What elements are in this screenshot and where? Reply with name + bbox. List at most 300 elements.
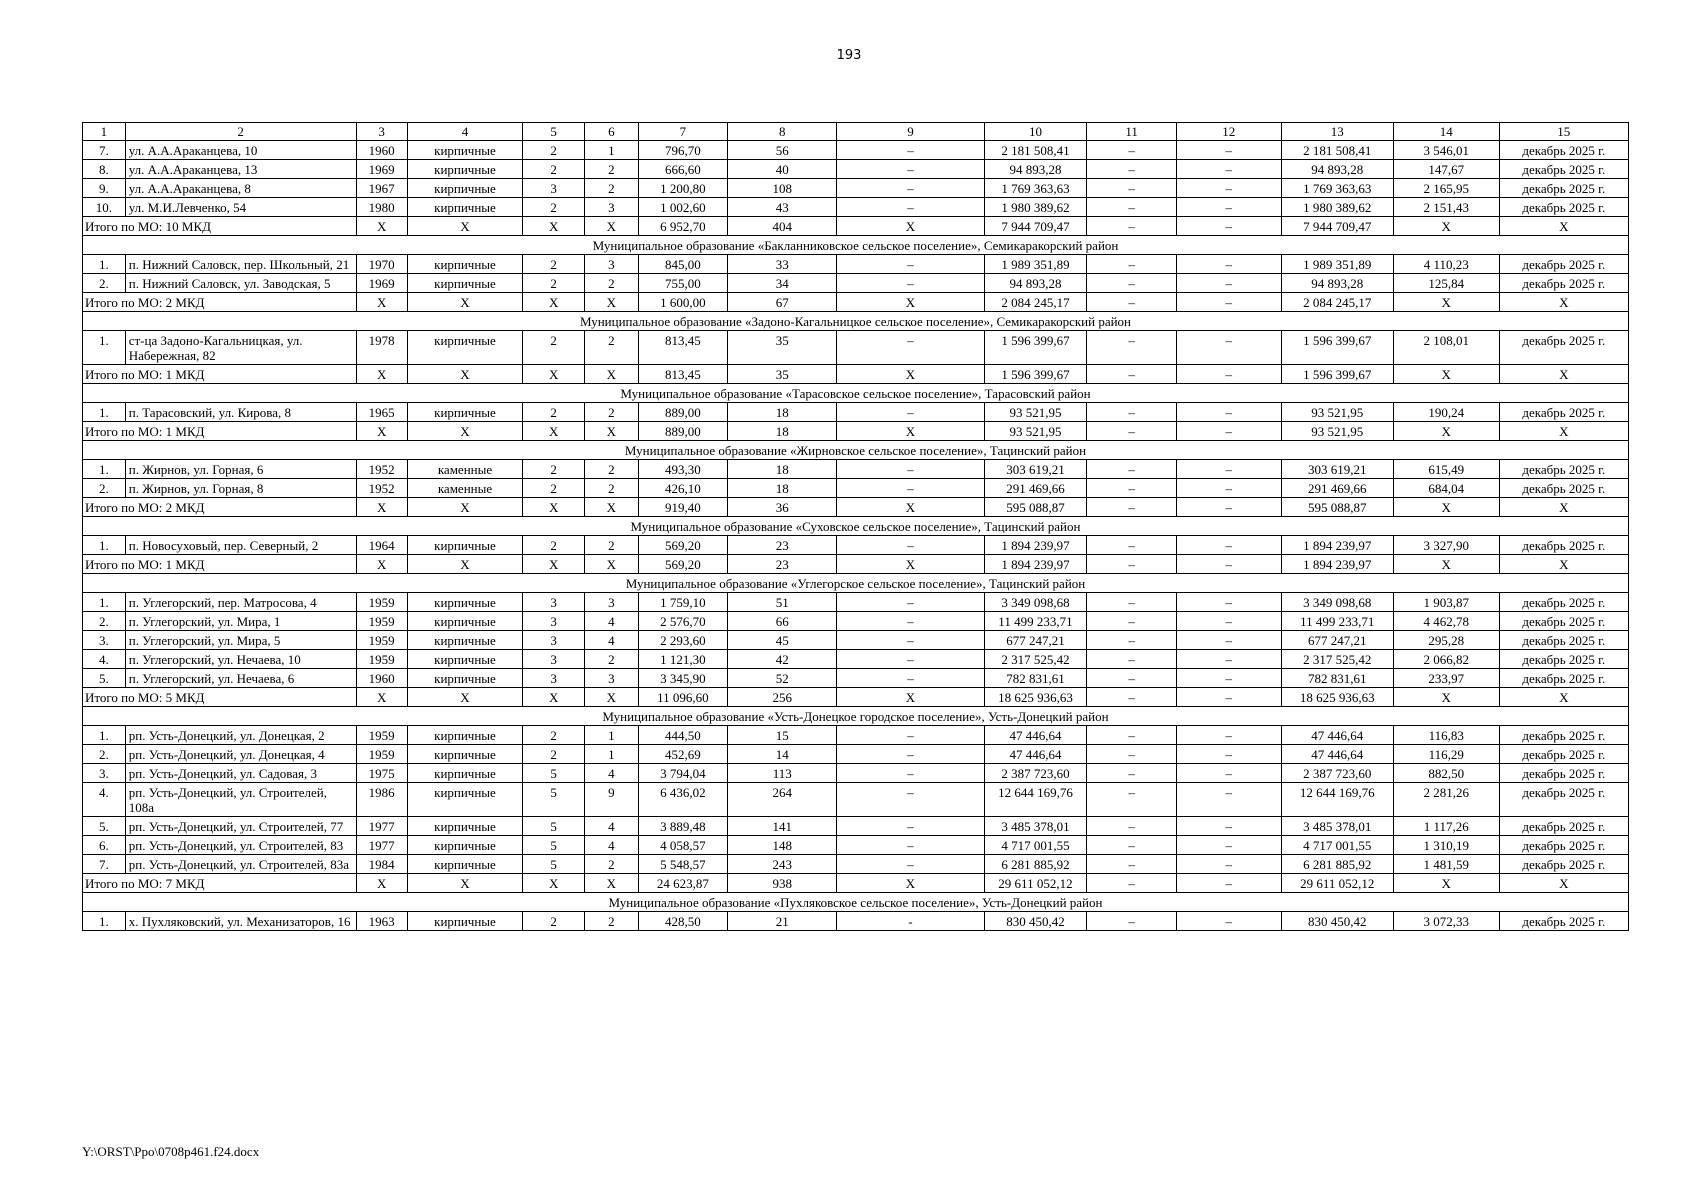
- table-row: [83, 612, 1629, 631]
- municipality-title: Муниципальное образование «Бакланниковское сельское поселение», Семикаракорский район: [83, 236, 1629, 255]
- total-cell: X: [523, 217, 585, 236]
- table-cell: 264: [728, 783, 837, 817]
- total-cell: 569,20: [638, 555, 728, 574]
- total-cell: 23: [728, 555, 837, 574]
- table-cell: 889,00: [638, 403, 728, 422]
- table-cell: 493,30: [638, 460, 728, 479]
- table-cell: декабрь 2025 г.: [1499, 836, 1628, 855]
- table-cell: 4: [585, 836, 638, 855]
- municipality-title: Муниципальное образование «Усть-Донецкое городское поселение», Усть-Донецкий район: [83, 707, 1629, 726]
- table-cell: 66: [728, 612, 837, 631]
- total-cell: X: [523, 365, 585, 384]
- table-cell: 147,67: [1393, 160, 1499, 179]
- table-row: [83, 836, 1629, 855]
- total-cell: 7 944 709,47: [1281, 217, 1393, 236]
- table-cell: 3: [523, 650, 585, 669]
- table-row: [83, 198, 1629, 217]
- total-cell: 889,00: [638, 422, 728, 441]
- table-cell: п. Нижний Саловск, ул. Заводская, 5: [125, 274, 356, 293]
- table-cell: –: [837, 403, 984, 422]
- table-cell: 1952: [356, 479, 407, 498]
- header-cell: 12: [1176, 123, 1281, 141]
- table-cell: п. Углегорский, ул. Мира, 1: [125, 612, 356, 631]
- total-cell: 93 521,95: [984, 422, 1087, 441]
- table-cell: –: [837, 536, 984, 555]
- total-cell: 11 096,60: [638, 688, 728, 707]
- municipality-heading-row: [83, 236, 1629, 255]
- table-cell: 3: [523, 179, 585, 198]
- table-cell: –: [837, 198, 984, 217]
- total-cell: X: [1499, 498, 1628, 517]
- total-cell: 1 894 239,97: [1281, 555, 1393, 574]
- table-cell: 1959: [356, 745, 407, 764]
- table-cell: 1.: [83, 331, 126, 365]
- total-cell: 93 521,95: [1281, 422, 1393, 441]
- table-cell: 40: [728, 160, 837, 179]
- table-cell: 2: [523, 745, 585, 764]
- table-cell: –: [837, 764, 984, 783]
- table-cell: –: [1176, 403, 1281, 422]
- table-row: [83, 331, 1629, 365]
- table-row: [83, 255, 1629, 274]
- total-cell: –: [1176, 498, 1281, 517]
- table-cell: –: [1087, 198, 1177, 217]
- table-cell: –: [1176, 669, 1281, 688]
- table-cell: –: [1087, 817, 1177, 836]
- table-cell: рп. Усть-Донецкий, ул. Строителей, 77: [125, 817, 356, 836]
- table-cell: 3 349 098,68: [984, 593, 1087, 612]
- table-cell: декабрь 2025 г.: [1499, 650, 1628, 669]
- table-cell: кирпичные: [407, 817, 522, 836]
- table-cell: кирпичные: [407, 141, 522, 160]
- table-cell: 3.: [83, 764, 126, 783]
- table-cell: –: [837, 669, 984, 688]
- table-cell: –: [1087, 764, 1177, 783]
- table-cell: 2: [523, 331, 585, 365]
- table-cell: 830 450,42: [984, 912, 1087, 931]
- total-cell: 67: [728, 293, 837, 312]
- table-cell: 93 521,95: [984, 403, 1087, 422]
- table-cell: 1980: [356, 198, 407, 217]
- total-cell: 18: [728, 422, 837, 441]
- table-cell: 5: [523, 817, 585, 836]
- table-cell: 2 576,70: [638, 612, 728, 631]
- total-cell: 404: [728, 217, 837, 236]
- total-cell: –: [1087, 217, 1177, 236]
- table-cell: кирпичные: [407, 912, 522, 931]
- table-row: [83, 160, 1629, 179]
- table-cell: каменные: [407, 479, 522, 498]
- table-cell: 2: [585, 855, 638, 874]
- table-cell: 1.: [83, 255, 126, 274]
- total-cell: X: [1499, 874, 1628, 893]
- table-row: [83, 764, 1629, 783]
- table-cell: 45: [728, 631, 837, 650]
- table-cell: 2: [523, 403, 585, 422]
- table-cell: декабрь 2025 г.: [1499, 669, 1628, 688]
- table-cell: 1 002,60: [638, 198, 728, 217]
- table-cell: 243: [728, 855, 837, 874]
- table-row: [83, 631, 1629, 650]
- table-cell: –: [837, 855, 984, 874]
- total-cell: X: [1499, 293, 1628, 312]
- table-cell: рп. Усть-Донецкий, ул. Строителей, 83: [125, 836, 356, 855]
- table-cell: 2: [523, 460, 585, 479]
- total-cell: 36: [728, 498, 837, 517]
- total-cell: 919,40: [638, 498, 728, 517]
- table-cell: рп. Усть-Донецкий, ул. Строителей, 83а: [125, 855, 356, 874]
- table-cell: 2: [523, 274, 585, 293]
- table-cell: 5: [523, 764, 585, 783]
- table-cell: кирпичные: [407, 631, 522, 650]
- table-row: [83, 726, 1629, 745]
- table-cell: 1984: [356, 855, 407, 874]
- table-cell: декабрь 2025 г.: [1499, 855, 1628, 874]
- table-cell: 1.: [83, 460, 126, 479]
- total-cell: –: [1176, 555, 1281, 574]
- total-cell: X: [1393, 498, 1499, 517]
- table-cell: 1977: [356, 836, 407, 855]
- table-cell: 4.: [83, 783, 126, 817]
- table-cell: п. Новосуховый, пер. Северный, 2: [125, 536, 356, 555]
- table-cell: п. Жирнов, ул. Горная, 6: [125, 460, 356, 479]
- table-cell: 755,00: [638, 274, 728, 293]
- table-cell: п. Углегорский, пер. Матросова, 4: [125, 593, 356, 612]
- total-cell: 18 625 936,63: [984, 688, 1087, 707]
- table-cell: 4.: [83, 650, 126, 669]
- table-cell: 3: [523, 669, 585, 688]
- table-cell: 1.: [83, 403, 126, 422]
- table-cell: –: [837, 836, 984, 855]
- table-cell: 1952: [356, 460, 407, 479]
- table-cell: 1 759,10: [638, 593, 728, 612]
- table-cell: кирпичные: [407, 403, 522, 422]
- total-cell: X: [356, 688, 407, 707]
- table-cell: декабрь 2025 г.: [1499, 764, 1628, 783]
- table-cell: 47 446,64: [1281, 745, 1393, 764]
- table-cell: –: [1087, 669, 1177, 688]
- table-cell: 2.: [83, 479, 126, 498]
- total-cell: X: [523, 498, 585, 517]
- total-row: [83, 293, 1629, 312]
- table-cell: 6 281 885,92: [1281, 855, 1393, 874]
- total-cell: –: [1087, 422, 1177, 441]
- table-cell: 1960: [356, 669, 407, 688]
- total-cell: 813,45: [638, 365, 728, 384]
- table-cell: 2 151,43: [1393, 198, 1499, 217]
- table-cell: 12 644 169,76: [984, 783, 1087, 817]
- total-cell: X: [837, 217, 984, 236]
- table-cell: 5: [523, 783, 585, 817]
- table-cell: ул. А.А.Араканцева, 8: [125, 179, 356, 198]
- table-cell: 11 499 233,71: [984, 612, 1087, 631]
- table-cell: 43: [728, 198, 837, 217]
- table-cell: 18: [728, 479, 837, 498]
- header-cell: 6: [585, 123, 638, 141]
- table-cell: –: [1087, 274, 1177, 293]
- table-cell: декабрь 2025 г.: [1499, 726, 1628, 745]
- table-row: [83, 403, 1629, 422]
- table-cell: –: [1176, 836, 1281, 855]
- table-cell: 4: [585, 764, 638, 783]
- table-cell: 12 644 169,76: [1281, 783, 1393, 817]
- total-cell: –: [1176, 365, 1281, 384]
- table-cell: 7.: [83, 141, 126, 160]
- table-cell: 2: [585, 650, 638, 669]
- table-cell: –: [837, 631, 984, 650]
- table-cell: 1977: [356, 817, 407, 836]
- table-cell: 2.: [83, 274, 126, 293]
- table-row: [83, 912, 1629, 931]
- table-cell: –: [1176, 745, 1281, 764]
- table-cell: п. Углегорский, ул. Нечаева, 10: [125, 650, 356, 669]
- table-cell: 15: [728, 726, 837, 745]
- table-cell: 1 769 363,63: [1281, 179, 1393, 198]
- table-cell: 1967: [356, 179, 407, 198]
- total-cell: 256: [728, 688, 837, 707]
- table-cell: декабрь 2025 г.: [1499, 479, 1628, 498]
- table-cell: 148: [728, 836, 837, 855]
- table-cell: декабрь 2025 г.: [1499, 536, 1628, 555]
- table-cell: декабрь 2025 г.: [1499, 817, 1628, 836]
- table-cell: –: [1087, 179, 1177, 198]
- table-cell: –: [837, 274, 984, 293]
- table-cell: –: [1176, 331, 1281, 365]
- total-label: Итого по МО: 1 МКД: [83, 555, 357, 574]
- table-cell: х. Пухляковский, ул. Механизаторов, 16: [125, 912, 356, 931]
- table-cell: 47 446,64: [984, 726, 1087, 745]
- total-cell: 24 623,87: [638, 874, 728, 893]
- table-cell: 94 893,28: [1281, 160, 1393, 179]
- table-cell: декабрь 2025 г.: [1499, 460, 1628, 479]
- table-cell: 2: [585, 331, 638, 365]
- total-cell: 2 084 245,17: [984, 293, 1087, 312]
- table-cell: –: [1087, 331, 1177, 365]
- table-cell: 1: [585, 141, 638, 160]
- table-cell: ул. М.И.Левченко, 54: [125, 198, 356, 217]
- table-cell: 190,24: [1393, 403, 1499, 422]
- table-cell: –: [1087, 403, 1177, 422]
- table-cell: 3: [585, 593, 638, 612]
- table-cell: –: [1176, 593, 1281, 612]
- table-cell: 1978: [356, 331, 407, 365]
- total-cell: X: [407, 422, 522, 441]
- table-cell: п. Тарасовский, ул. Кирова, 8: [125, 403, 356, 422]
- total-cell: –: [1176, 688, 1281, 707]
- table-cell: 8.: [83, 160, 126, 179]
- table-cell: –: [837, 612, 984, 631]
- table-row: [83, 141, 1629, 160]
- table-cell: 1.: [83, 912, 126, 931]
- table-cell: кирпичные: [407, 255, 522, 274]
- table-cell: 6 436,02: [638, 783, 728, 817]
- table-cell: 666,60: [638, 160, 728, 179]
- table-cell: 2 387 723,60: [1281, 764, 1393, 783]
- table-cell: –: [1176, 912, 1281, 931]
- table-cell: 615,49: [1393, 460, 1499, 479]
- table-cell: 56: [728, 141, 837, 160]
- table-cell: 141: [728, 817, 837, 836]
- table-cell: –: [1176, 255, 1281, 274]
- table-cell: кирпичные: [407, 855, 522, 874]
- total-cell: 595 088,87: [1281, 498, 1393, 517]
- table-cell: -: [837, 912, 984, 931]
- table-cell: 782 831,61: [984, 669, 1087, 688]
- table-cell: 2: [523, 912, 585, 931]
- table-cell: 2 317 525,42: [984, 650, 1087, 669]
- table-cell: 295,28: [1393, 631, 1499, 650]
- table-cell: 1964: [356, 536, 407, 555]
- header-cell: 1: [83, 123, 126, 141]
- municipality-heading-row: [83, 574, 1629, 593]
- total-cell: X: [585, 874, 638, 893]
- total-cell: X: [837, 422, 984, 441]
- header-cell: 14: [1393, 123, 1499, 141]
- total-cell: 29 611 052,12: [984, 874, 1087, 893]
- table-row: [83, 479, 1629, 498]
- table-cell: –: [1176, 855, 1281, 874]
- table-cell: –: [1087, 593, 1177, 612]
- municipality-title: Муниципальное образование «Тарасовское сельское поселение», Тарасовский район: [83, 384, 1629, 403]
- total-cell: X: [1499, 688, 1628, 707]
- table-cell: –: [1176, 141, 1281, 160]
- table-cell: 569,20: [638, 536, 728, 555]
- table-cell: 9: [585, 783, 638, 817]
- total-cell: X: [407, 555, 522, 574]
- total-cell: X: [1393, 688, 1499, 707]
- total-cell: 595 088,87: [984, 498, 1087, 517]
- total-row: [83, 498, 1629, 517]
- table-cell: 1959: [356, 593, 407, 612]
- total-cell: –: [1087, 555, 1177, 574]
- table-cell: 35: [728, 331, 837, 365]
- header-row: [83, 123, 1629, 141]
- table-cell: 2: [523, 141, 585, 160]
- total-cell: X: [523, 555, 585, 574]
- table-cell: кирпичные: [407, 274, 522, 293]
- table-cell: 3: [523, 593, 585, 612]
- table-cell: –: [1087, 650, 1177, 669]
- table-cell: кирпичные: [407, 836, 522, 855]
- total-cell: 1 894 239,97: [984, 555, 1087, 574]
- table-cell: 2: [523, 536, 585, 555]
- table-cell: декабрь 2025 г.: [1499, 160, 1628, 179]
- table-row: [83, 179, 1629, 198]
- table-cell: 2 108,01: [1393, 331, 1499, 365]
- table-cell: 1970: [356, 255, 407, 274]
- table-cell: декабрь 2025 г.: [1499, 403, 1628, 422]
- total-cell: –: [1087, 293, 1177, 312]
- municipality-title: Муниципальное образование «Суховское сельское поселение», Тацинский район: [83, 517, 1629, 536]
- total-cell: –: [1087, 498, 1177, 517]
- table-cell: –: [837, 141, 984, 160]
- total-label: Итого по МО: 2 МКД: [83, 498, 357, 517]
- total-cell: 1 600,00: [638, 293, 728, 312]
- table-cell: 4: [585, 631, 638, 650]
- total-cell: 2 084 245,17: [1281, 293, 1393, 312]
- table-cell: 2: [585, 479, 638, 498]
- table-cell: –: [1087, 255, 1177, 274]
- table-cell: 94 893,28: [984, 160, 1087, 179]
- table-cell: 3 794,04: [638, 764, 728, 783]
- table-row: [83, 593, 1629, 612]
- table-cell: –: [837, 160, 984, 179]
- table-cell: 4 110,23: [1393, 255, 1499, 274]
- table-cell: 2: [523, 479, 585, 498]
- table-cell: 1 903,87: [1393, 593, 1499, 612]
- table-cell: 5 548,57: [638, 855, 728, 874]
- total-cell: X: [407, 365, 522, 384]
- table-cell: 2: [585, 274, 638, 293]
- total-cell: X: [585, 217, 638, 236]
- table-cell: 2: [585, 403, 638, 422]
- table-row: [83, 855, 1629, 874]
- total-cell: X: [1393, 293, 1499, 312]
- table-cell: 5: [523, 836, 585, 855]
- total-cell: X: [837, 498, 984, 517]
- table-cell: 6 281 885,92: [984, 855, 1087, 874]
- table-cell: 3: [523, 631, 585, 650]
- table-cell: 3 345,90: [638, 669, 728, 688]
- table-cell: кирпичные: [407, 764, 522, 783]
- table-row: [83, 669, 1629, 688]
- table-cell: 1965: [356, 403, 407, 422]
- table-cell: кирпичные: [407, 198, 522, 217]
- table-cell: кирпичные: [407, 650, 522, 669]
- total-cell: X: [407, 688, 522, 707]
- table-cell: 2 066,82: [1393, 650, 1499, 669]
- table-cell: –: [1176, 783, 1281, 817]
- table-cell: 2: [523, 198, 585, 217]
- table-cell: 677 247,21: [1281, 631, 1393, 650]
- table-cell: 1959: [356, 631, 407, 650]
- table-cell: кирпичные: [407, 612, 522, 631]
- municipality-heading-row: [83, 384, 1629, 403]
- total-row: [83, 688, 1629, 707]
- table-cell: 291 469,66: [984, 479, 1087, 498]
- total-cell: X: [1499, 365, 1628, 384]
- table-cell: 2 281,26: [1393, 783, 1499, 817]
- table-cell: 7.: [83, 855, 126, 874]
- table-cell: 4 058,57: [638, 836, 728, 855]
- table-cell: –: [1176, 479, 1281, 498]
- table-cell: 2: [523, 726, 585, 745]
- table-cell: декабрь 2025 г.: [1499, 593, 1628, 612]
- table-cell: рп. Усть-Донецкий, ул. Садовая, 3: [125, 764, 356, 783]
- table-cell: –: [837, 593, 984, 612]
- table-cell: 1 596 399,67: [1281, 331, 1393, 365]
- total-cell: 35: [728, 365, 837, 384]
- total-cell: X: [1393, 555, 1499, 574]
- table-cell: 18: [728, 403, 837, 422]
- table-cell: 2 181 508,41: [1281, 141, 1393, 160]
- table-cell: кирпичные: [407, 536, 522, 555]
- total-cell: X: [837, 688, 984, 707]
- table-cell: 21: [728, 912, 837, 931]
- table-cell: –: [1176, 460, 1281, 479]
- total-label: Итого по МО: 1 МКД: [83, 422, 357, 441]
- table-cell: 1 117,26: [1393, 817, 1499, 836]
- table-cell: 3: [585, 669, 638, 688]
- table-cell: 291 469,66: [1281, 479, 1393, 498]
- table-cell: декабрь 2025 г.: [1499, 745, 1628, 764]
- total-cell: –: [1087, 874, 1177, 893]
- table-cell: кирпичные: [407, 179, 522, 198]
- table-cell: –: [1176, 817, 1281, 836]
- table-cell: декабрь 2025 г.: [1499, 631, 1628, 650]
- total-cell: X: [523, 688, 585, 707]
- table-cell: 1 596 399,67: [984, 331, 1087, 365]
